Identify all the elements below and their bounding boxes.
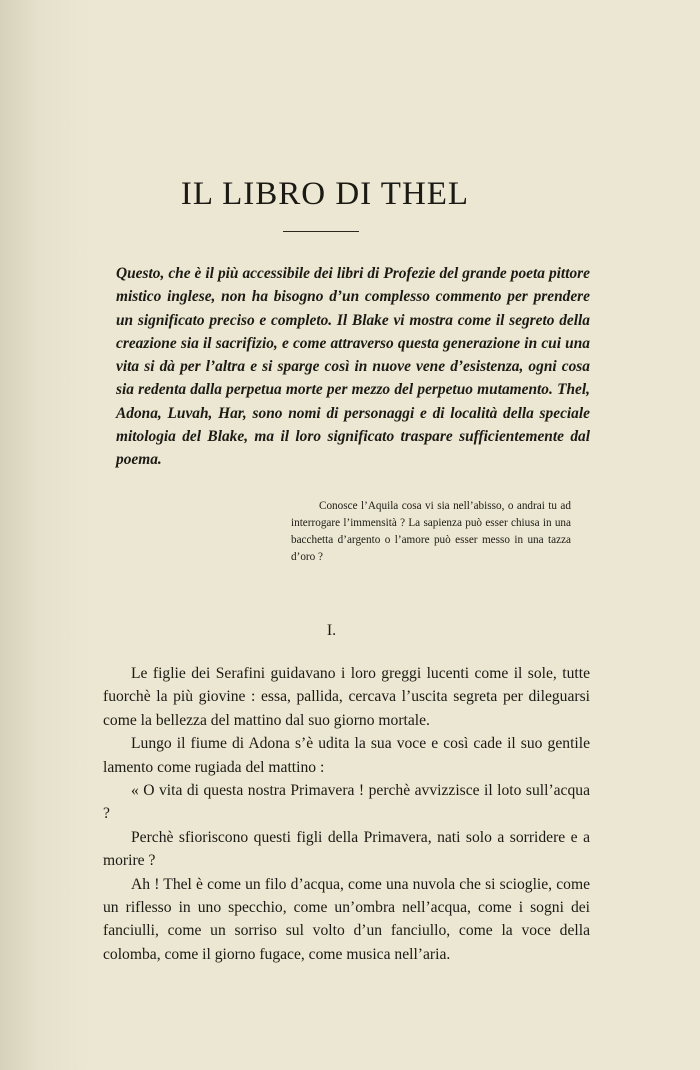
body-paragraph: Lungo il fiume di Adona s’è udita la sua voce e così cade il suo gentile lamento come rugiada del mattino : [103,735,590,776]
body-paragraph: Perchè sfioriscono questi figli della Primavera, nati solo a sorridere e a morire ? [103,828,590,870]
body-paragraph: Ah ! Thel è come un filo d’acqua, come una nuvola che si scioglie, come un riflesso in uno specchio, come un’ombra nell’acqua, come i sogni dei fanciulli, come un sorriso sul volto d’un fanciullo, come la voce della colomba, come il giorno fugace, come musica nell’aria. [103,875,590,963]
body-paragraph: « O vita di questa nostra Primavera ! perchè avvizzisce il loto sull’acqua ? [103,782,590,823]
epigraph [291,498,571,566]
page-title: IL LIBRO DI THEL [180,176,470,212]
section-heading: I. [326,622,337,639]
body-paragraph: Le figlie dei Serafini guidavano i loro greggi lucenti come il sole, tutte fuorchè la più giovine : essa, pallida, cercava l’uscita segreta per dileguarsi come la bellezza del mattino dal suo giorno mortale. [103,665,590,729]
intro-paragraph: Questo, che è il più accessibile dei libri di Profezie del grande poeta pittore mistico inglese, non ha bisogno d’un complesso commento per prendere un significato preciso e completo. Il Blake vi mostra come il segreto della creazione sia il sacrifizio, e come attraverso questa generazione in cui una vita si dà per l’altra e si sparge così in nuove vene d’esistenza, ogni cosa sia redenta dalla perpetua morte per mezzo del perpetuo mutamento. Thel, Adona, Luvah, Har, sono nomi di personaggi e di località della speciale mitologia del Blake, ma il loro significato traspare sufficientemente dal poema. [116,265,590,469]
title-divider [283,231,359,232]
epigraph-text: Conosce l’Aquila cosa vi sia nell’abisso, o andrai tu ad interrogare l’immensità ? La sapienza può esser chiusa in una bacchetta d’argento o l’amore può esser messo in una tazza d’oro ? [291,500,571,563]
poem-body [103,662,590,966]
